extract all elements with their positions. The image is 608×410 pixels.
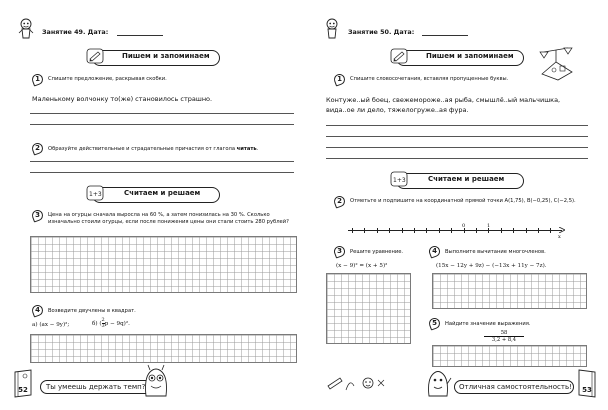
- banner-title: Пишем и запоминаем: [122, 52, 210, 60]
- polynomial-expression: (15x − 12y + 9z) − (−13x + 11y − 7z).: [436, 263, 547, 269]
- task-number: 5: [429, 318, 440, 329]
- task-number: 4: [429, 246, 440, 257]
- task-sentence: Маленькому волчонку то(же) становилось страшно.: [32, 95, 213, 103]
- pencil-icon: [390, 48, 408, 64]
- task-instruction: Выполните вычитание многочленов.: [445, 249, 546, 255]
- label-a: а): [32, 322, 38, 328]
- writing-line[interactable]: [30, 113, 294, 114]
- number-line-tick: [439, 228, 440, 233]
- number-line-tick: [389, 228, 390, 233]
- right-page: [304, 0, 608, 410]
- monster-icon: [140, 362, 172, 398]
- writing-line[interactable]: [326, 147, 588, 148]
- writing-line[interactable]: [326, 158, 588, 159]
- lesson-number: Занятие 49.: [42, 28, 86, 36]
- instruction-text: Образуйте действительные и страдательные причастия от глагола: [48, 146, 237, 152]
- task-instruction: Возведите двучлены в квадрат.: [48, 308, 136, 314]
- axis-label: x: [558, 234, 561, 240]
- number-line-tick: [402, 228, 403, 233]
- date-line[interactable]: [422, 35, 468, 36]
- banner-title: Пишем и запоминаем: [426, 52, 514, 60]
- answer-grid[interactable]: [432, 345, 587, 367]
- writing-line[interactable]: [326, 136, 588, 137]
- expression-a: [32, 322, 69, 328]
- numbers-icon: [86, 185, 104, 201]
- mascot-icon: [324, 18, 340, 40]
- writing-line[interactable]: [326, 125, 588, 126]
- answer-grid[interactable]: [30, 236, 297, 293]
- date-line[interactable]: [117, 35, 163, 36]
- lesson-number: Занятие 50.: [348, 28, 392, 36]
- number-line-tick: [513, 228, 514, 233]
- fraction-denominator: 3: [101, 323, 105, 329]
- pencil-icon: [86, 48, 104, 64]
- monster-icon: [424, 364, 452, 398]
- number-line-tick: [538, 228, 539, 233]
- coordinate-line[interactable]: [348, 230, 562, 231]
- task-instruction: [48, 146, 298, 153]
- equation: (x − 9)² = (x + 5)²: [336, 263, 388, 269]
- task-number: 3: [334, 246, 345, 257]
- date-label: Дата:: [87, 28, 109, 36]
- hand-writing-icon: [326, 372, 386, 394]
- banner-title: Считаем и решаем: [428, 175, 505, 183]
- fraction-denominator: 3,2 + 8,4: [491, 337, 517, 343]
- task-line: вида..ое ли дело, тяжелогруже..ая фура.: [326, 106, 469, 114]
- number-line-tick: [377, 228, 378, 233]
- fraction-expression: [484, 330, 524, 343]
- expr-b-open: (: [99, 321, 102, 327]
- unit-label: 1: [487, 223, 491, 229]
- label-b: б): [92, 321, 98, 327]
- lesson-title: [348, 28, 414, 36]
- writing-line[interactable]: [30, 124, 294, 125]
- task-instruction: Решите уравнение.: [350, 249, 404, 255]
- expression-b: [92, 318, 130, 329]
- number-line-tick: [501, 228, 502, 233]
- expr-a: (ax − 9y)²;: [39, 322, 70, 328]
- instruction-end: .: [256, 146, 259, 152]
- arrow-icon: [559, 227, 565, 233]
- task-number: 4: [32, 305, 43, 316]
- task-number: 1: [32, 74, 43, 85]
- page-number: 52: [18, 386, 28, 394]
- task-text: Цена на огурцы сначала выросла на 60 %, а затем понизилась на 30 %. Сколько изначально стоили огурцы, если после понижения цены они стали стоить 280 рублей?: [48, 212, 289, 225]
- mascot-icon: [18, 18, 34, 40]
- number-line-tick: [364, 228, 365, 233]
- number-line-tick: [451, 228, 452, 233]
- task-line: Контуже..ый боец, свежемороже..ая рыба, смышлё..ый мальчишка,: [326, 96, 561, 104]
- task-instruction: Спишите словосочетания, вставляя пропущенные буквы.: [350, 76, 509, 82]
- number-line-tick: [550, 228, 551, 233]
- footer-text: Отличная самостоятельность!: [459, 383, 572, 391]
- instruction-verb: читать: [236, 146, 257, 152]
- task-number: 1: [334, 74, 345, 85]
- number-line-tick: [526, 228, 527, 233]
- number-line-tick: [426, 228, 427, 233]
- task-number: 3: [32, 210, 43, 221]
- fraction-numerator: 2: [101, 317, 105, 323]
- banner-title: Считаем и решаем: [124, 189, 201, 197]
- numbers-icon: [390, 171, 408, 187]
- task-number: 2: [32, 143, 43, 154]
- number-line-tick: [352, 228, 353, 233]
- task-text: Отметьте и подпишите на координатной прямой точки A(1,75), B(−0,25), C(−2,5).: [350, 198, 576, 204]
- answer-grid[interactable]: [30, 334, 297, 363]
- task-instruction: Найдите значение выражения.: [445, 321, 531, 327]
- number-line-tick: [476, 228, 477, 233]
- origin-label: 0: [462, 223, 466, 229]
- answer-grid[interactable]: [432, 273, 587, 309]
- number-line-tick: [414, 228, 415, 233]
- footer-text: Ты умеешь держать темп?: [46, 383, 146, 391]
- fraction-numerator: 58: [484, 330, 524, 337]
- answer-grid[interactable]: [326, 273, 411, 344]
- page-number: 53: [582, 386, 592, 394]
- task-instruction: Спишите предложение, раскрывая скобки.: [48, 76, 167, 82]
- writing-line[interactable]: [30, 172, 294, 173]
- date-label: Дата:: [393, 28, 415, 36]
- svg-text:1+3: 1+3: [89, 191, 102, 198]
- expr-b-rest: p − 9q)².: [104, 321, 130, 327]
- svg-text:1+3: 1+3: [393, 177, 406, 184]
- task-number: 2: [334, 196, 345, 207]
- writing-line[interactable]: [30, 161, 294, 162]
- lesson-title: [42, 28, 108, 36]
